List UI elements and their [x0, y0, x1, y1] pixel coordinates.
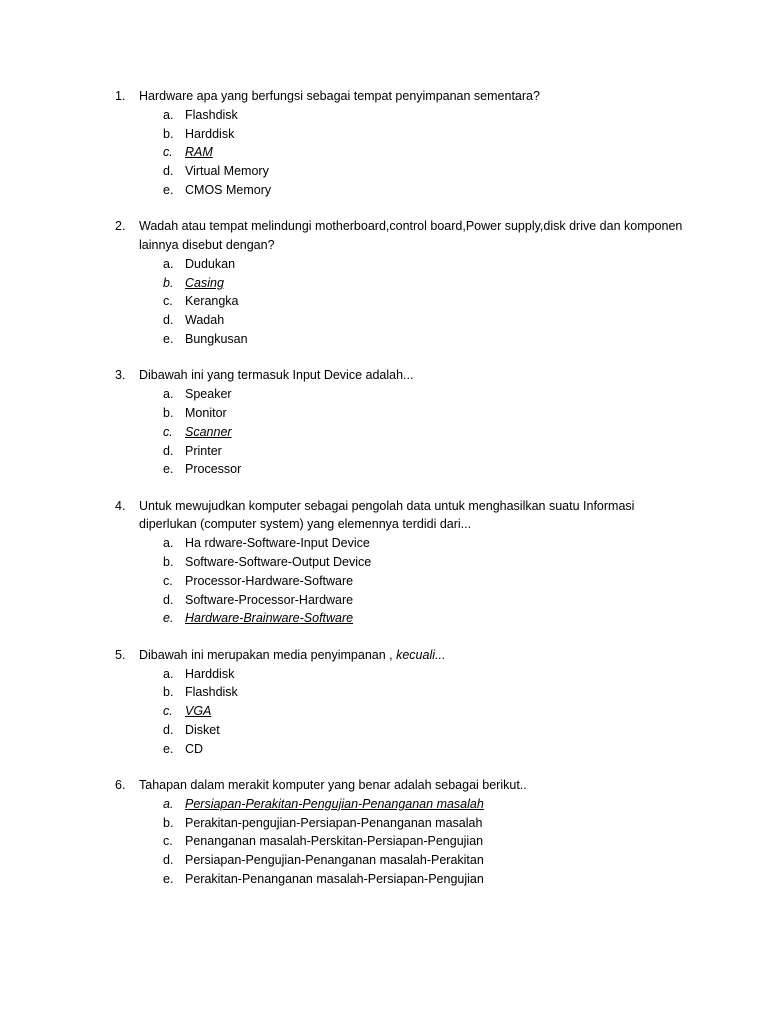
question-text-main: Wadah atau tempat melindungi motherboard,control board,Power supply,disk drive dan komponen lainnya disebut dengan?	[139, 219, 683, 253]
option-item	[0, 740, 768, 759]
option-item	[0, 330, 768, 349]
options-list	[0, 106, 768, 200]
question-number: 4.	[115, 498, 126, 513]
question-item	[0, 217, 768, 349]
answer-option	[0, 609, 768, 628]
question-text	[139, 648, 445, 662]
option-letter: a.	[163, 387, 174, 402]
question-text	[139, 368, 413, 382]
question-text	[139, 778, 527, 792]
option-item	[0, 665, 768, 684]
question-text-main: Hardware apa yang berfungsi sebagai tempat penyimpanan sementara?	[139, 89, 540, 103]
option-item	[0, 534, 768, 553]
option-text: Virtual Memory	[185, 164, 269, 179]
question-number: 1.	[115, 89, 126, 103]
option-text: Speaker	[185, 387, 232, 402]
option-letter: c.	[163, 573, 173, 588]
options-list	[0, 385, 768, 479]
question-item	[0, 87, 768, 200]
question-number: 3.	[115, 368, 126, 383]
question-item	[0, 646, 768, 759]
option-text: CD	[185, 741, 204, 756]
option-letter: d.	[163, 313, 174, 328]
option-text: Flashdisk	[185, 685, 238, 700]
option-text: VGA	[185, 704, 212, 719]
option-letter: b.	[163, 685, 174, 700]
option-item	[0, 870, 768, 889]
question-item	[0, 366, 768, 479]
option-letter: a.	[163, 107, 174, 122]
options-list	[0, 665, 768, 759]
question-text-main: Untuk mewujudkan komputer sebagai pengolah data untuk menghasilkan suatu Informasi diperlukan (computer system) yang elemennya terdidi dari...	[139, 498, 635, 532]
question-row	[0, 776, 768, 795]
answer-option	[0, 274, 768, 293]
option-text: Processor	[185, 462, 242, 477]
option-item	[0, 311, 768, 330]
question-number: 6.	[115, 778, 126, 792]
option-item	[0, 851, 768, 870]
option-letter: a.	[163, 796, 174, 811]
option-letter: d.	[163, 443, 174, 458]
option-letter: e.	[163, 182, 174, 197]
option-item	[0, 106, 768, 125]
question-row	[0, 366, 768, 385]
option-item	[0, 255, 768, 274]
option-letter: c.	[163, 294, 173, 309]
option-letter: d.	[163, 722, 174, 737]
option-text: Processor-Hardware-Software	[185, 573, 354, 588]
option-text: Perakitan-Penanganan masalah-Persiapan-Pengujian	[185, 871, 484, 886]
answer-option	[0, 423, 768, 442]
option-letter: a.	[163, 256, 174, 271]
option-letter: c.	[163, 424, 173, 439]
option-text: Monitor	[185, 405, 227, 420]
answer-option	[0, 143, 768, 162]
option-item	[0, 572, 768, 591]
option-letter: c.	[163, 834, 173, 849]
question-text	[139, 219, 682, 252]
option-text: Persiapan-Perakitan-Pengujian-Penanganan masalah	[185, 796, 484, 811]
option-letter: d.	[163, 853, 174, 868]
option-letter: e.	[163, 741, 174, 756]
option-text: Ha rdware-Software-Input Device	[185, 536, 370, 551]
option-text: Printer	[185, 443, 222, 458]
option-letter: d.	[163, 164, 174, 179]
option-letter: a.	[163, 666, 174, 681]
answer-option	[0, 702, 768, 721]
option-item	[0, 814, 768, 833]
option-letter: a.	[163, 536, 174, 551]
option-text: Harddisk	[185, 666, 235, 681]
option-text: Perakitan-pengujian-Persiapan-Penanganan masalah	[185, 815, 483, 830]
option-text: Software-Software-Output Device	[185, 555, 372, 570]
option-item	[0, 181, 768, 200]
options-list	[0, 255, 768, 349]
option-text: Hardware-Brainware-Software	[185, 611, 354, 626]
option-item	[0, 292, 768, 311]
option-item	[0, 553, 768, 572]
question-row	[0, 497, 768, 535]
option-letter: c.	[163, 704, 173, 719]
option-letter: e.	[163, 871, 174, 886]
option-letter: c.	[163, 145, 173, 160]
question-number: 5.	[115, 647, 126, 662]
option-letter: b.	[163, 555, 174, 570]
document-page	[0, 87, 768, 906]
option-item	[0, 721, 768, 740]
option-text: Scanner	[185, 424, 232, 439]
option-text: Bungkusan	[185, 332, 248, 347]
question-item	[0, 776, 768, 889]
question-number: 2.	[115, 219, 126, 234]
option-text: Penanganan masalah-Perskitan-Persiapan-Pengujian	[185, 834, 484, 849]
option-item	[0, 832, 768, 851]
option-letter: b.	[163, 405, 174, 420]
option-letter: e.	[163, 611, 174, 626]
question-text-main: Dibawah ini yang termasuk Input Device adalah...	[139, 368, 414, 383]
question-text	[139, 499, 634, 532]
question-text	[139, 89, 540, 103]
option-item	[0, 162, 768, 181]
option-text: Software-Processor-Hardware	[185, 592, 354, 607]
option-item	[0, 442, 768, 461]
question-row	[0, 646, 768, 665]
option-item	[0, 385, 768, 404]
option-text: Wadah	[185, 313, 225, 328]
option-letter: d.	[163, 592, 174, 607]
option-text: CMOS Memory	[185, 182, 272, 197]
option-text: Disket	[185, 722, 220, 737]
option-text: Harddisk	[185, 126, 235, 141]
option-text: Kerangka	[185, 294, 239, 309]
options-list	[0, 534, 768, 628]
option-item	[0, 683, 768, 702]
option-text: Dudukan	[185, 256, 236, 271]
option-letter: b.	[163, 815, 174, 830]
answer-option	[0, 795, 768, 814]
option-letter: b.	[163, 275, 174, 290]
option-letter: e.	[163, 332, 174, 347]
option-text: Flashdisk	[185, 107, 238, 122]
option-letter: e.	[163, 462, 174, 477]
option-letter: b.	[163, 126, 174, 141]
option-text: RAM	[185, 145, 213, 160]
question-text-italic: kecuali...	[396, 647, 446, 662]
option-item	[0, 460, 768, 479]
option-text: Casing	[185, 275, 224, 290]
option-item	[0, 125, 768, 144]
option-text: Persiapan-Pengujian-Penanganan masalah-Perakitan	[185, 853, 484, 868]
question-row	[0, 87, 768, 106]
options-list	[0, 795, 768, 889]
question-row	[0, 217, 768, 255]
option-item	[0, 404, 768, 423]
option-item	[0, 591, 768, 610]
question-item	[0, 497, 768, 629]
question-text-main: Tahapan dalam merakit komputer yang benar adalah sebagai berikut..	[139, 778, 527, 792]
question-text-main: Dibawah ini merupakan media penyimpanan ,	[139, 647, 393, 662]
